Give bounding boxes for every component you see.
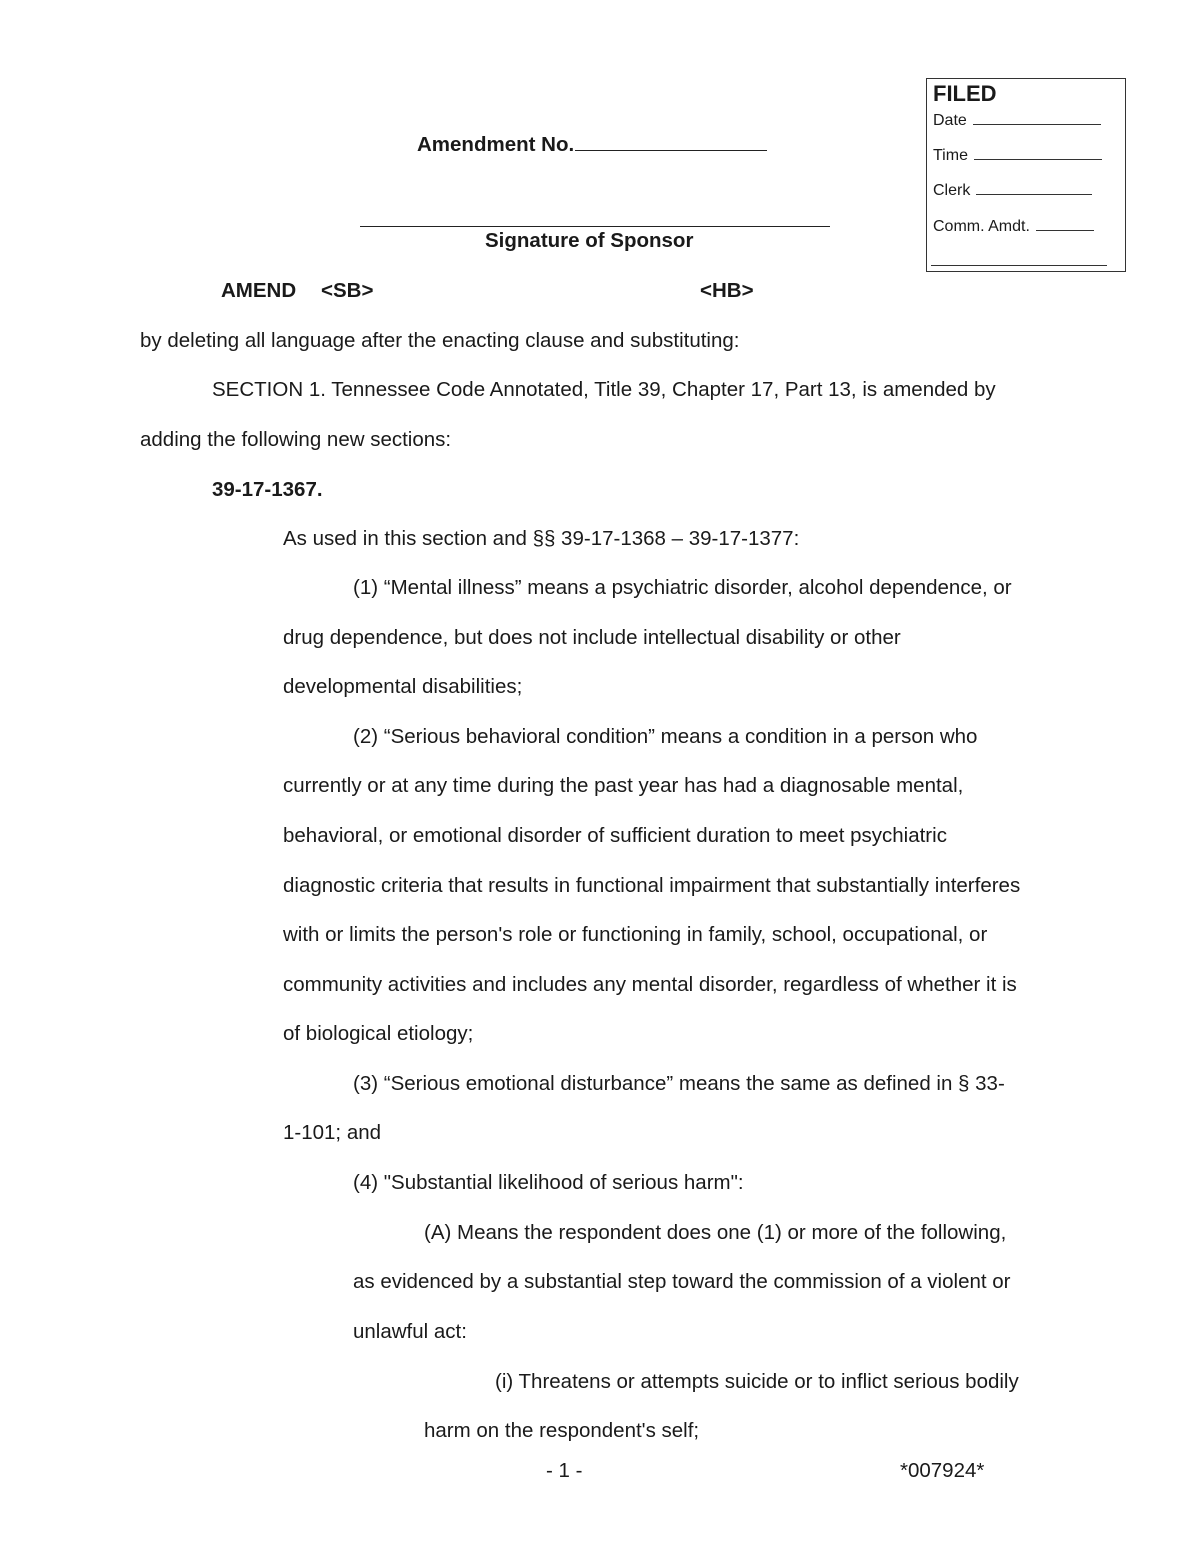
signature-caption: Signature of Sponsor (485, 229, 694, 252)
filed-stamp-box (926, 78, 1126, 272)
filed-clerk-field[interactable] (976, 180, 1092, 195)
definition-4a-i-line-1: (i) Threatens or attempts suicide or to inflict serious bodily (495, 1370, 1019, 1393)
definition-2-line-7: of biological etiology; (283, 1022, 474, 1045)
senate-bill-placeholder: <SB> (321, 279, 374, 302)
body-line-enacting-clause: by deleting all language after the enacting clause and substituting: (140, 329, 740, 352)
definition-2-line-3: behavioral, or emotional disorder of sufficient duration to meet psychiatric (283, 824, 947, 847)
filed-comm-amdt-label: Comm. Amdt. (933, 218, 1030, 235)
amend-label: AMEND (221, 279, 297, 302)
section-heading-39-17-1367: 39-17-1367. (212, 478, 323, 501)
filed-title: FILED (933, 81, 997, 106)
sponsor-signature-line[interactable] (360, 226, 830, 227)
definition-4a-line-2: as evidenced by a substantial step toward the commission of a violent or (353, 1270, 1011, 1293)
definition-4a-line-3: unlawful act: (353, 1320, 467, 1343)
filed-time-field[interactable] (974, 145, 1102, 160)
filed-date-row (933, 110, 1101, 131)
definition-1-line-2: drug dependence, but does not include intellectual disability or other (283, 626, 901, 649)
definition-4-heading: (4) "Substantial likelihood of serious harm": (353, 1171, 744, 1194)
filed-time-label: Time (933, 147, 968, 164)
definition-2-line-2: currently or at any time during the past year has had a diagnosable mental, (283, 774, 964, 797)
definition-4a-i-line-2: harm on the respondent's self; (424, 1419, 700, 1442)
definition-3-line-2: 1-101; and (283, 1121, 382, 1144)
definition-1-line-1: (1) “Mental illness” means a psychiatric disorder, alcohol dependence, or (353, 576, 1012, 599)
filed-time-row (933, 145, 1102, 166)
definition-3-line-1: (3) “Serious emotional disturbance” means the same as defined in § 33- (353, 1072, 1005, 1095)
filed-comm-amdt-field[interactable] (1036, 216, 1094, 231)
definition-2-line-6: community activities and includes any mental disorder, regardless of whether it is (283, 973, 1017, 996)
filed-comm-amdt-row (933, 216, 1094, 237)
filed-date-label: Date (933, 112, 967, 129)
filed-bottom-line (931, 265, 1107, 266)
amendment-number-line (417, 132, 767, 157)
body-line-section-1: SECTION 1. Tennessee Code Annotated, Title 39, Chapter 17, Part 13, is amended by (212, 378, 996, 401)
body-line-as-used: As used in this section and §§ 39-17-1368 – 39-17-1377: (283, 527, 800, 550)
page-number: - 1 - (546, 1459, 583, 1482)
house-bill-placeholder: <HB> (700, 279, 754, 302)
amendment-number-label: Amendment No. (417, 133, 575, 156)
definition-2-line-1: (2) “Serious behavioral condition” means a condition in a person who (353, 725, 978, 748)
definition-4a-line-1: (A) Means the respondent does one (1) or more of the following, (424, 1221, 1007, 1244)
filed-clerk-label: Clerk (933, 182, 971, 199)
definition-2-line-4: diagnostic criteria that results in functional impairment that substantially interferes (283, 874, 1021, 897)
filed-date-field[interactable] (973, 110, 1101, 125)
document-code: *007924* (900, 1459, 985, 1482)
definition-1-line-3: developmental disabilities; (283, 675, 523, 698)
definition-2-line-5: with or limits the person's role or functioning in family, school, occupational, or (283, 923, 988, 946)
body-line-section-1-cont: adding the following new sections: (140, 428, 452, 451)
filed-clerk-row (933, 180, 1092, 201)
amendment-number-field[interactable] (575, 132, 767, 151)
